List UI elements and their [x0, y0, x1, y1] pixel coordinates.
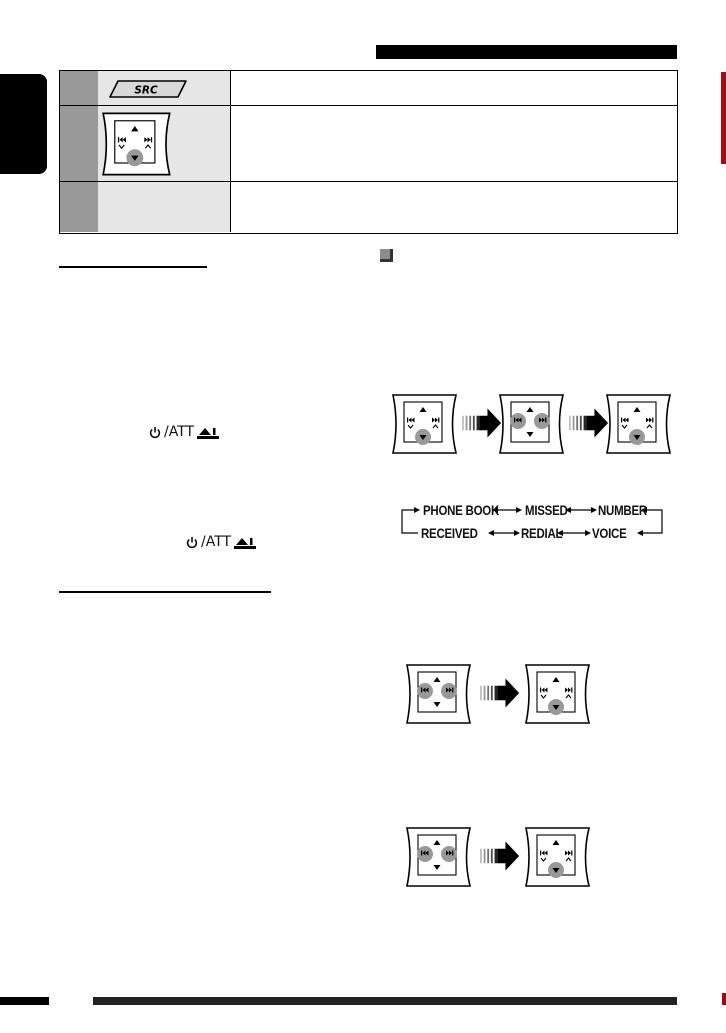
src-label: SRC	[134, 84, 158, 97]
att-button-reference	[186, 534, 256, 550]
control-pad-icon	[523, 826, 595, 888]
menu-item-voice: VOICE	[592, 525, 627, 541]
arrow-right-icon	[569, 407, 609, 439]
att-label: /ATT	[164, 424, 195, 440]
control-pad-icon	[497, 393, 569, 455]
menu-item-redial: REDIAL	[521, 525, 563, 541]
step-image-3	[98, 182, 231, 232]
step-number-1	[60, 71, 98, 105]
arrow-right-icon	[480, 840, 520, 872]
language-tab	[0, 74, 47, 174]
section-heading-underline	[59, 266, 207, 268]
eject-icon	[234, 535, 256, 549]
step-image-2	[98, 106, 231, 181]
footer-bar	[93, 997, 677, 1005]
step-image-1	[98, 71, 231, 105]
arrow-right-icon	[462, 407, 502, 439]
subsection-marker	[380, 249, 393, 262]
section-header-bar	[376, 45, 677, 59]
step-row-3	[60, 182, 677, 232]
arrow-right-icon	[480, 677, 520, 709]
control-pad-icon	[390, 393, 462, 455]
section-heading-underline	[59, 591, 271, 593]
menu-item-missed: MISSED	[525, 502, 568, 518]
step-row-1	[60, 71, 677, 106]
step-row-2	[60, 106, 677, 182]
footer-page-marker	[0, 997, 49, 1005]
src-button-icon	[108, 79, 188, 99]
control-pad-icon	[100, 111, 176, 177]
control-pad-icon	[404, 826, 476, 888]
step-number-3	[60, 182, 98, 232]
page-edge-marker	[721, 72, 726, 164]
att-label: /ATT	[201, 534, 232, 550]
menu-item-number: NUMBER	[598, 502, 647, 518]
steps-table	[59, 70, 678, 234]
power-icon	[149, 426, 161, 439]
menu-item-phone-book: PHONE BOOK	[423, 502, 500, 518]
att-button-reference	[149, 424, 219, 440]
eject-icon	[197, 425, 219, 439]
power-icon	[186, 536, 198, 549]
control-pad-icon	[523, 663, 595, 725]
menu-item-received: RECEIVED	[421, 525, 478, 541]
step-number-2	[60, 106, 98, 181]
footer-edge-marker	[722, 993, 726, 1005]
control-pad-icon	[604, 393, 676, 455]
control-pad-icon	[404, 663, 476, 725]
